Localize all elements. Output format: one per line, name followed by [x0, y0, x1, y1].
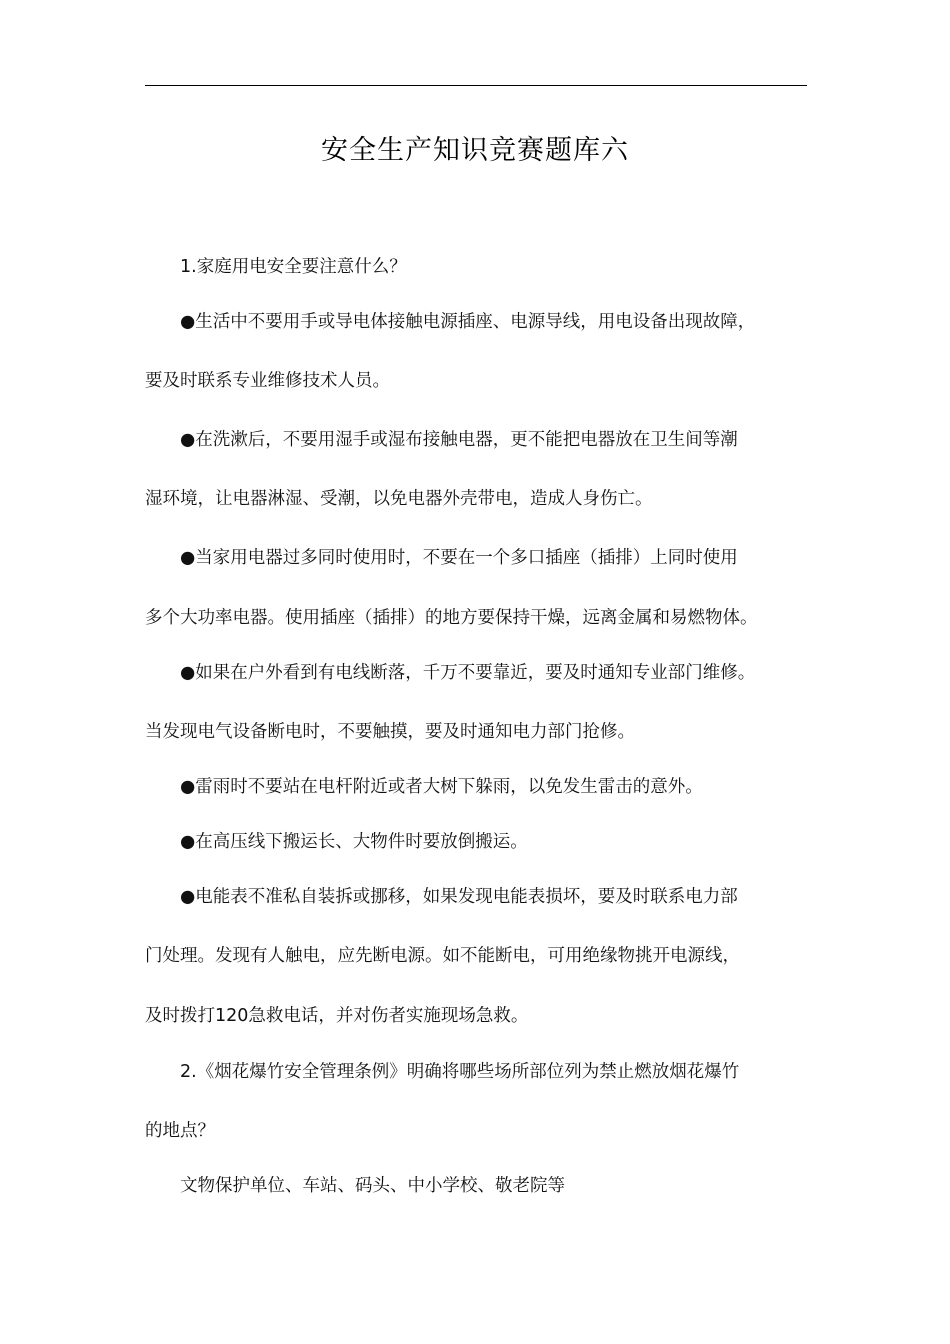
- question-1: 1.家庭用电安全要注意什么？: [180, 257, 407, 277]
- answer-bullet-2-line-1: ●在洗漱后，不要用湿手或湿布接触电器，更不能把电器放在卫生间等潮: [180, 430, 738, 450]
- answer-bullet-1-line-1: ●生活中不要用手或导电体接触电源插座、电源导线，用电设备出现故障，: [180, 312, 756, 332]
- answer-bullet-2-line-2: 湿环境，让电器淋湿、受潮，以免电器外壳带电，造成人身伤亡。: [145, 489, 653, 509]
- answer-bullet-7-line-1: ●电能表不准私自装拆或挪移，如果发现电能表损坏，要及时联系电力部: [180, 887, 738, 907]
- answer-bullet-1-line-2: 要及时联系专业维修技术人员。: [145, 371, 390, 391]
- question-2-line-2: 的地点？: [145, 1121, 215, 1141]
- answer-2: 文物保护单位、车站、码头、中小学校、敬老院等: [180, 1176, 565, 1196]
- answer-bullet-4-line-1: ●如果在户外看到有电线断落，千万不要靠近，要及时通知专业部门维修。: [180, 663, 756, 683]
- answer-bullet-6: ●在高压线下搬运长、大物件时要放倒搬运。: [180, 832, 528, 852]
- document-title: 安全生产知识竞赛题库六: [321, 135, 629, 166]
- question-2-line-1: 2.《烟花爆竹安全管理条例》明确将哪些场所部位列为禁止燃放烟花爆竹: [180, 1062, 740, 1082]
- answer-bullet-3-line-1: ●当家用电器过多同时使用时，不要在一个多口插座（插排）上同时使用: [180, 548, 738, 568]
- header-rule: [145, 85, 807, 86]
- answer-bullet-7-line-2: 门处理。发现有人触电，应先断电源。如不能断电，可用绝缘物挑开电源线，: [145, 946, 740, 966]
- answer-bullet-7-line-3: 及时拨打120急救电话，并对伤者实施现场急救。: [145, 1006, 529, 1026]
- answer-bullet-4-line-2: 当发现电气设备断电时，不要触摸，要及时通知电力部门抢修。: [145, 722, 635, 742]
- answer-bullet-3-line-2: 多个大功率电器。使用插座（插排）的地方要保持干燥，远离金属和易燃物体。: [145, 608, 758, 628]
- answer-bullet-5: ●雷雨时不要站在电杆附近或者大树下躲雨，以免发生雷击的意外。: [180, 777, 703, 797]
